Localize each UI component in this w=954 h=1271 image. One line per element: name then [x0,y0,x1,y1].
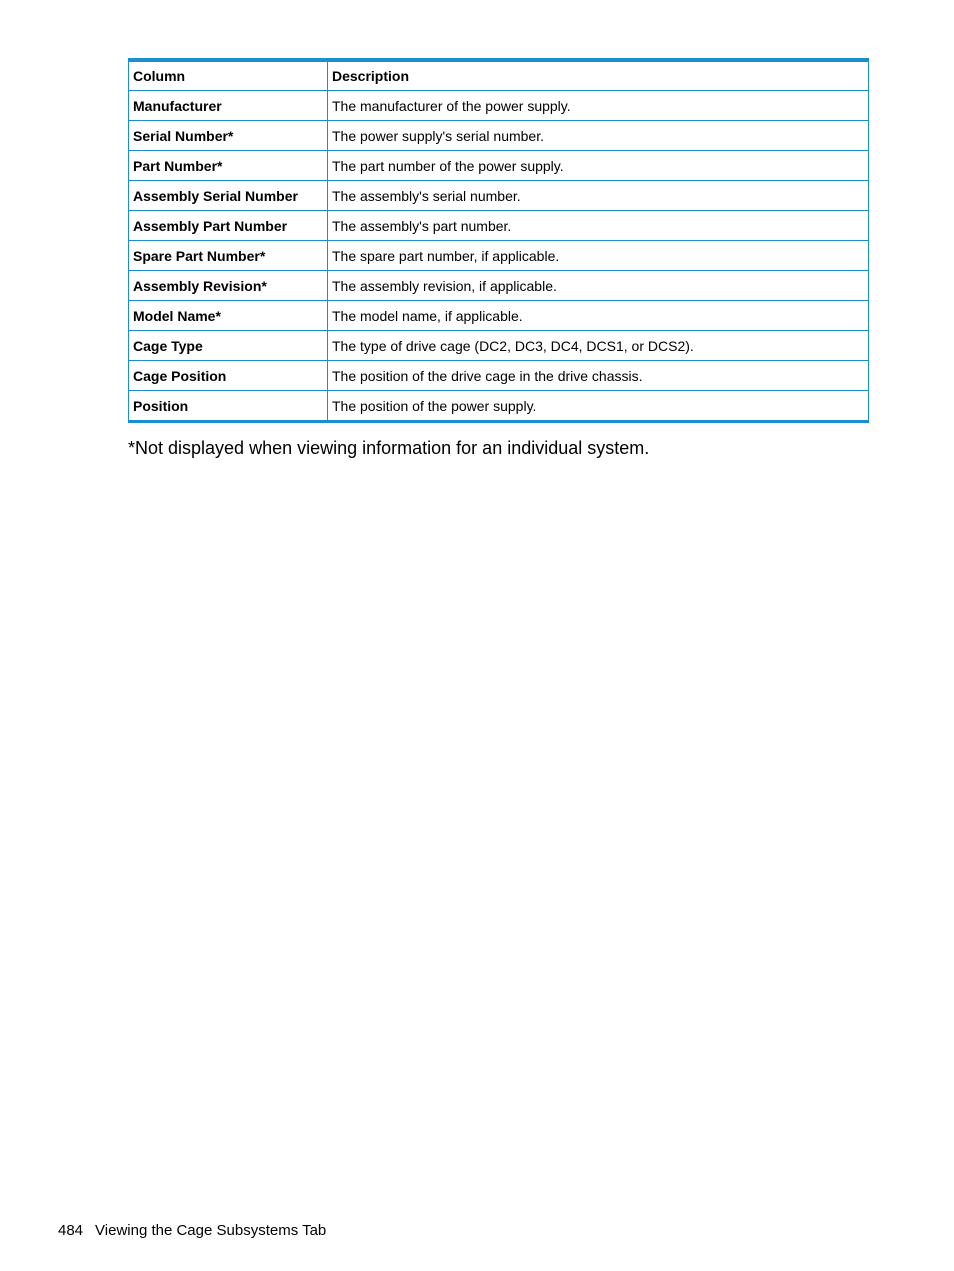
footer-section-title: Viewing the Cage Subsystems Tab [95,1222,327,1239]
row-description: The assembly's serial number. [328,181,869,211]
header-column: Column [129,60,328,91]
row-column-name: Model Name* [129,301,328,331]
row-column-name: Assembly Revision* [129,271,328,301]
table-row [129,151,869,181]
page-footer [58,1222,326,1239]
table-row [129,391,869,422]
row-column-name: Assembly Serial Number [129,181,328,211]
row-description: The power supply's serial number. [328,121,869,151]
table-row [129,361,869,391]
row-column-name: Part Number* [129,151,328,181]
row-description: The part number of the power supply. [328,151,869,181]
page-number: 484 [58,1222,84,1239]
table-row [129,241,869,271]
table-row [129,181,869,211]
table-row [129,211,869,241]
power-supply-columns-table [128,58,869,423]
table-body [129,91,869,422]
row-description: The type of drive cage (DC2, DC3, DC4, DCS1, or DCS2). [328,331,869,361]
table-row [129,301,869,331]
row-column-name: Cage Type [129,331,328,361]
row-description: The spare part number, if applicable. [328,241,869,271]
row-column-name: Serial Number* [129,121,328,151]
table-header-row [129,60,869,91]
table-row [129,91,869,121]
row-description: The position of the power supply. [328,391,869,422]
row-column-name: Cage Position [129,361,328,391]
row-column-name: Assembly Part Number [129,211,328,241]
row-description: The position of the drive cage in the drive chassis. [328,361,869,391]
row-description: The assembly revision, if applicable. [328,271,869,301]
table-row [129,271,869,301]
table-row [129,331,869,361]
row-column-name: Manufacturer [129,91,328,121]
table-footnote: *Not displayed when viewing information for an individual system. [128,438,650,458]
row-description: The model name, if applicable. [328,301,869,331]
header-description: Description [328,60,869,91]
row-description: The manufacturer of the power supply. [328,91,869,121]
row-column-name: Spare Part Number* [129,241,328,271]
row-column-name: Position [129,391,328,422]
table-row [129,121,869,151]
row-description: The assembly's part number. [328,211,869,241]
